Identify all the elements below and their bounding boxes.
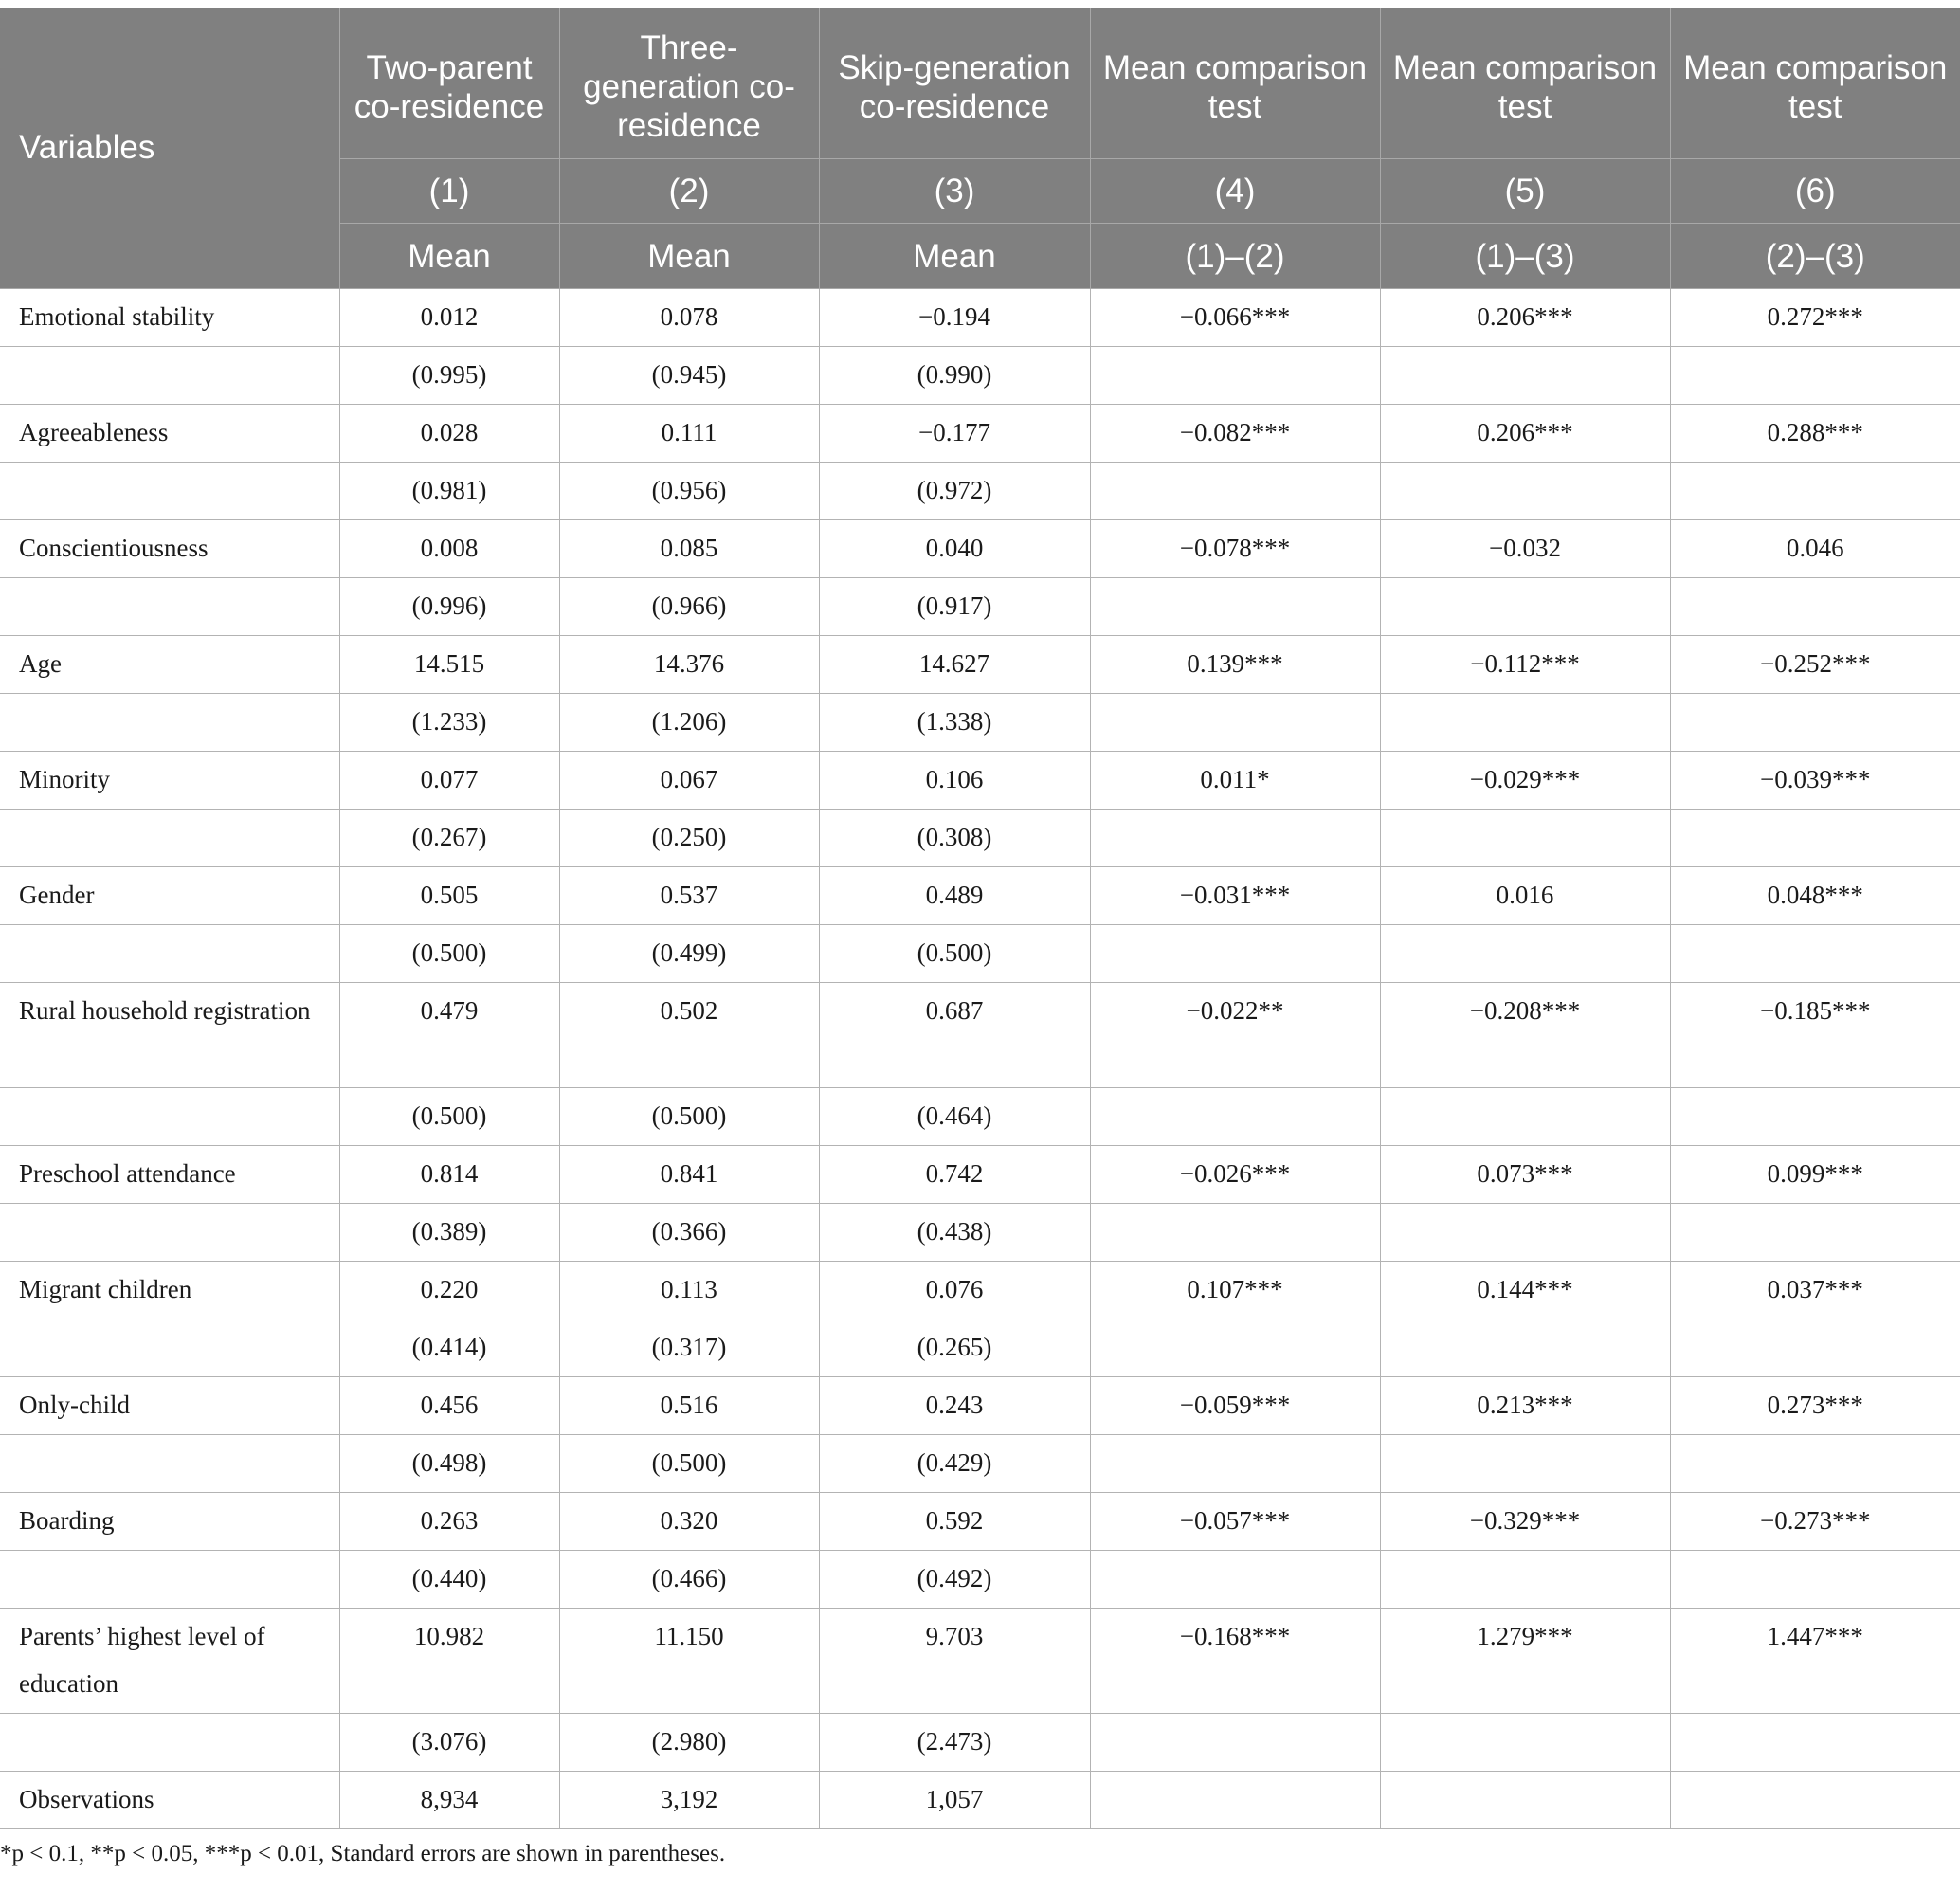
empty-cell [1090,1435,1380,1493]
table-header [0,8,1960,289]
standard-error-cell: (0.981) [339,463,559,520]
standard-error-cell: (0.945) [559,347,819,405]
table-row [0,405,1960,463]
value-cell: 1.447*** [1670,1609,1960,1714]
value-cell: −0.194 [819,289,1090,347]
value-cell: 0.687 [819,983,1090,1088]
empty-cell [1670,810,1960,867]
empty-cell [1090,347,1380,405]
value-cell: 0.213*** [1380,1377,1670,1435]
standard-error-cell: (3.076) [339,1714,559,1772]
table-row [0,1493,1960,1551]
column-subheader: Mean [559,224,819,289]
table-row-se [0,810,1960,867]
column-subheader: (2)–(3) [1670,224,1960,289]
value-cell: 0.099*** [1670,1146,1960,1204]
value-cell: 0.113 [559,1262,819,1319]
column-subheader: (1)–(3) [1380,224,1670,289]
table-row [0,1146,1960,1204]
variable-label: Agreeableness [0,405,339,463]
empty-cell [1380,1714,1670,1772]
value-cell: 0.263 [339,1493,559,1551]
empty-cell [1670,1088,1960,1146]
value-cell: 0.040 [819,520,1090,578]
standard-error-cell: (0.995) [339,347,559,405]
empty-cell [0,1714,339,1772]
value-cell: 0.012 [339,289,559,347]
table-row-se [0,1714,1960,1772]
value-cell: 0.028 [339,405,559,463]
column-number: (2) [559,159,819,224]
empty-cell [1090,1319,1380,1377]
table-footnote: *p < 0.1, **p < 0.05, ***p < 0.01, Standard errors are shown in parentheses. [0,1841,726,1866]
column-subheader: (1)–(2) [1090,224,1380,289]
value-cell: 0.073*** [1380,1146,1670,1204]
empty-cell [1380,694,1670,752]
summary-statistics-table [0,8,1960,1829]
table-row-se [0,347,1960,405]
empty-cell [1380,1551,1670,1609]
variable-label: Preschool attendance [0,1146,339,1204]
table-row-se [0,1204,1960,1262]
empty-cell [1380,1319,1670,1377]
value-cell: 0.841 [559,1146,819,1204]
table-row [0,520,1960,578]
standard-error-cell: (1.338) [819,694,1090,752]
value-cell: 14.627 [819,636,1090,694]
value-cell: 0.489 [819,867,1090,925]
value-cell: 0.107*** [1090,1262,1380,1319]
column-number: (6) [1670,159,1960,224]
column-number: (1) [339,159,559,224]
table-row [0,636,1960,694]
empty-cell [0,1088,339,1146]
table-container [0,8,1960,1867]
value-cell: 1,057 [819,1772,1090,1829]
variable-label: Parents’ highest level of education [0,1609,339,1714]
standard-error-cell: (2.473) [819,1714,1090,1772]
value-cell: 0.046 [1670,520,1960,578]
table-row-se [0,463,1960,520]
value-cell: −0.273*** [1670,1493,1960,1551]
empty-cell [0,347,339,405]
empty-cell [1090,810,1380,867]
value-cell: 9.703 [819,1609,1090,1714]
value-cell: 0.320 [559,1493,819,1551]
table-row [0,1609,1960,1714]
empty-cell [1670,694,1960,752]
empty-cell [1670,463,1960,520]
standard-error-cell: (1.233) [339,694,559,752]
empty-cell [1090,1551,1380,1609]
table-row-se [0,1551,1960,1609]
value-cell: 0.048*** [1670,867,1960,925]
value-cell: 0.479 [339,983,559,1088]
table-row-se [0,578,1960,636]
standard-error-cell: (0.265) [819,1319,1090,1377]
empty-cell [1380,1435,1670,1493]
value-cell: 0.220 [339,1262,559,1319]
value-cell: 0.206*** [1380,405,1670,463]
table-row [0,983,1960,1088]
value-cell: 0.206*** [1380,289,1670,347]
empty-cell [1670,1551,1960,1609]
standard-error-cell: (0.389) [339,1204,559,1262]
empty-cell [1090,1204,1380,1262]
empty-cell [0,694,339,752]
value-cell [1090,1772,1380,1829]
variable-label: Conscientiousness [0,520,339,578]
standard-error-cell: (0.498) [339,1435,559,1493]
empty-cell [1670,1319,1960,1377]
empty-cell [0,1319,339,1377]
value-cell: 0.011* [1090,752,1380,810]
variable-label: Age [0,636,339,694]
variable-label: Gender [0,867,339,925]
value-cell: 0.111 [559,405,819,463]
column-number: (4) [1090,159,1380,224]
standard-error-cell: (2.980) [559,1714,819,1772]
column-subheader: Mean [339,224,559,289]
empty-cell [1670,1714,1960,1772]
column-title: Skip-generation co-residence [819,8,1090,159]
value-cell: 0.078 [559,289,819,347]
value-cell: −0.329*** [1380,1493,1670,1551]
variable-label: Observations [0,1772,339,1829]
column-title: Mean comparison test [1380,8,1670,159]
value-cell: −0.029*** [1380,752,1670,810]
value-cell: −0.082*** [1090,405,1380,463]
standard-error-cell: (0.429) [819,1435,1090,1493]
table-row [0,289,1960,347]
value-cell: 0.537 [559,867,819,925]
standard-error-cell: (0.996) [339,578,559,636]
value-cell: −0.208*** [1380,983,1670,1088]
variable-label: Migrant children [0,1262,339,1319]
column-title: Mean comparison test [1090,8,1380,159]
standard-error-cell: (0.917) [819,578,1090,636]
table-row-se [0,1088,1960,1146]
table-row [0,1262,1960,1319]
empty-cell [1380,347,1670,405]
value-cell: −0.185*** [1670,983,1960,1088]
variable-label: Boarding [0,1493,339,1551]
empty-cell [1090,1714,1380,1772]
empty-cell [0,578,339,636]
empty-cell [1380,1088,1670,1146]
standard-error-cell: (0.414) [339,1319,559,1377]
table-row-se [0,1319,1960,1377]
value-cell: 0.516 [559,1377,819,1435]
standard-error-cell: (0.972) [819,463,1090,520]
value-cell: −0.057*** [1090,1493,1380,1551]
value-cell: 0.456 [339,1377,559,1435]
empty-cell [1380,925,1670,983]
value-cell: 0.037*** [1670,1262,1960,1319]
standard-error-cell: (0.317) [559,1319,819,1377]
variable-label: Minority [0,752,339,810]
empty-cell [0,1204,339,1262]
empty-cell [1670,1435,1960,1493]
column-title: Two-parent co-residence [339,8,559,159]
standard-error-cell: (1.206) [559,694,819,752]
standard-error-cell: (0.500) [559,1435,819,1493]
standard-error-cell: (0.267) [339,810,559,867]
column-number: (3) [819,159,1090,224]
variable-label: Rural household registration [0,983,339,1088]
standard-error-cell: (0.499) [559,925,819,983]
table-body [0,289,1960,1829]
empty-cell [0,925,339,983]
standard-error-cell: (0.308) [819,810,1090,867]
empty-cell [1090,463,1380,520]
value-cell: 0.076 [819,1262,1090,1319]
empty-cell [0,1435,339,1493]
empty-cell [1670,925,1960,983]
empty-cell [1380,810,1670,867]
standard-error-cell: (0.250) [559,810,819,867]
observations-row [0,1772,1960,1829]
value-cell: 0.742 [819,1146,1090,1204]
table-row-se [0,1435,1960,1493]
variable-label: Emotional stability [0,289,339,347]
standard-error-cell: (0.966) [559,578,819,636]
value-cell: −0.039*** [1670,752,1960,810]
value-cell: −0.066*** [1090,289,1380,347]
value-cell: −0.022** [1090,983,1380,1088]
value-cell: 10.982 [339,1609,559,1714]
value-cell: 0.243 [819,1377,1090,1435]
table-row [0,1377,1960,1435]
table-row-se [0,694,1960,752]
empty-cell [1670,347,1960,405]
value-cell: 0.502 [559,983,819,1088]
table-row [0,752,1960,810]
standard-error-cell: (0.500) [559,1088,819,1146]
empty-cell [0,1551,339,1609]
empty-cell [0,810,339,867]
value-cell: 8,934 [339,1772,559,1829]
empty-cell [1380,1204,1670,1262]
value-cell: −0.031*** [1090,867,1380,925]
empty-cell [1380,463,1670,520]
value-cell: −0.112*** [1380,636,1670,694]
standard-error-cell: (0.500) [819,925,1090,983]
column-number: (5) [1380,159,1670,224]
value-cell: 0.272*** [1670,289,1960,347]
value-cell: 0.106 [819,752,1090,810]
table-row [0,867,1960,925]
value-cell: 0.273*** [1670,1377,1960,1435]
value-cell: 0.139*** [1090,636,1380,694]
value-cell: 3,192 [559,1772,819,1829]
standard-error-cell: (0.466) [559,1551,819,1609]
column-subheader: Mean [819,224,1090,289]
value-cell: −0.177 [819,405,1090,463]
standard-error-cell: (0.440) [339,1551,559,1609]
value-cell: 14.376 [559,636,819,694]
standard-error-cell: (0.500) [339,925,559,983]
value-cell: −0.026*** [1090,1146,1380,1204]
value-cell [1670,1772,1960,1829]
value-cell: −0.168*** [1090,1609,1380,1714]
empty-cell [1090,1088,1380,1146]
value-cell [1380,1772,1670,1829]
standard-error-cell: (0.500) [339,1088,559,1146]
value-cell: 0.592 [819,1493,1090,1551]
value-cell: −0.252*** [1670,636,1960,694]
column-title: Mean comparison test [1670,8,1960,159]
standard-error-cell: (0.956) [559,463,819,520]
value-cell: 0.067 [559,752,819,810]
value-cell: −0.032 [1380,520,1670,578]
empty-cell [1090,578,1380,636]
value-cell: 1.279*** [1380,1609,1670,1714]
value-cell: −0.059*** [1090,1377,1380,1435]
variables-header: Variables [0,8,339,289]
value-cell: 0.814 [339,1146,559,1204]
value-cell: −0.078*** [1090,520,1380,578]
value-cell: 0.008 [339,520,559,578]
value-cell: 0.085 [559,520,819,578]
value-cell: 0.288*** [1670,405,1960,463]
column-title: Three-generation co-residence [559,8,819,159]
standard-error-cell: (0.492) [819,1551,1090,1609]
empty-cell [1090,925,1380,983]
empty-cell [1380,578,1670,636]
standard-error-cell: (0.438) [819,1204,1090,1262]
table-row-se [0,925,1960,983]
value-cell: 11.150 [559,1609,819,1714]
standard-error-cell: (0.366) [559,1204,819,1262]
empty-cell [1090,694,1380,752]
empty-cell [1670,1204,1960,1262]
value-cell: 0.077 [339,752,559,810]
value-cell: 14.515 [339,636,559,694]
variable-label: Only-child [0,1377,339,1435]
value-cell: 0.144*** [1380,1262,1670,1319]
standard-error-cell: (0.464) [819,1088,1090,1146]
empty-cell [1670,578,1960,636]
value-cell: 0.505 [339,867,559,925]
empty-cell [0,463,339,520]
standard-error-cell: (0.990) [819,347,1090,405]
value-cell: 0.016 [1380,867,1670,925]
